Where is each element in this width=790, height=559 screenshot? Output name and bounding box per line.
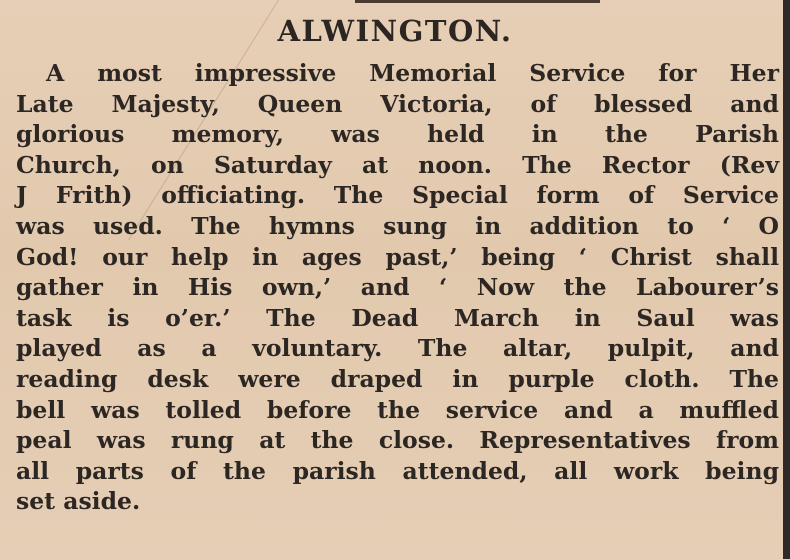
article-line: bell was tolled before the service and a muffled (16, 395, 779, 424)
article-line: A most impressive Memorial Service for Her (46, 59, 779, 87)
article-line: J Frith) officiating. The Special form of Service (16, 181, 779, 210)
article-line: God! our help in ages past,’ being ‘ Christ shall (16, 242, 779, 271)
article-line: reading desk were draped in purple cloth. The (16, 364, 779, 393)
article-line: gather in His own,’ and ‘ Now the Labourer’s (16, 273, 779, 302)
article-body (16, 58, 779, 517)
top-rule (355, 0, 600, 3)
article-line: was used. The hymns sung in addition to ‘ O (16, 211, 779, 240)
article-line: played as a voluntary. The altar, pulpit, and (16, 334, 779, 363)
article-line: task is o’er.’ The Dead March in Saul was (16, 303, 779, 332)
article-line: set aside. (16, 487, 141, 516)
article-line: peal was rung at the close. Representatives from (16, 426, 779, 455)
article-line: Church, on Saturday at noon. The Rector (Rev (16, 150, 779, 179)
article-headline: ALWINGTON. (277, 14, 513, 48)
article-line: all parts of the parish attended, all work being (16, 456, 779, 485)
clipping-edge (783, 0, 790, 559)
article-line: Late Majesty, Queen Victoria, of blessed and (16, 89, 779, 118)
article-line: glorious memory, was held in the Parish (16, 120, 779, 149)
